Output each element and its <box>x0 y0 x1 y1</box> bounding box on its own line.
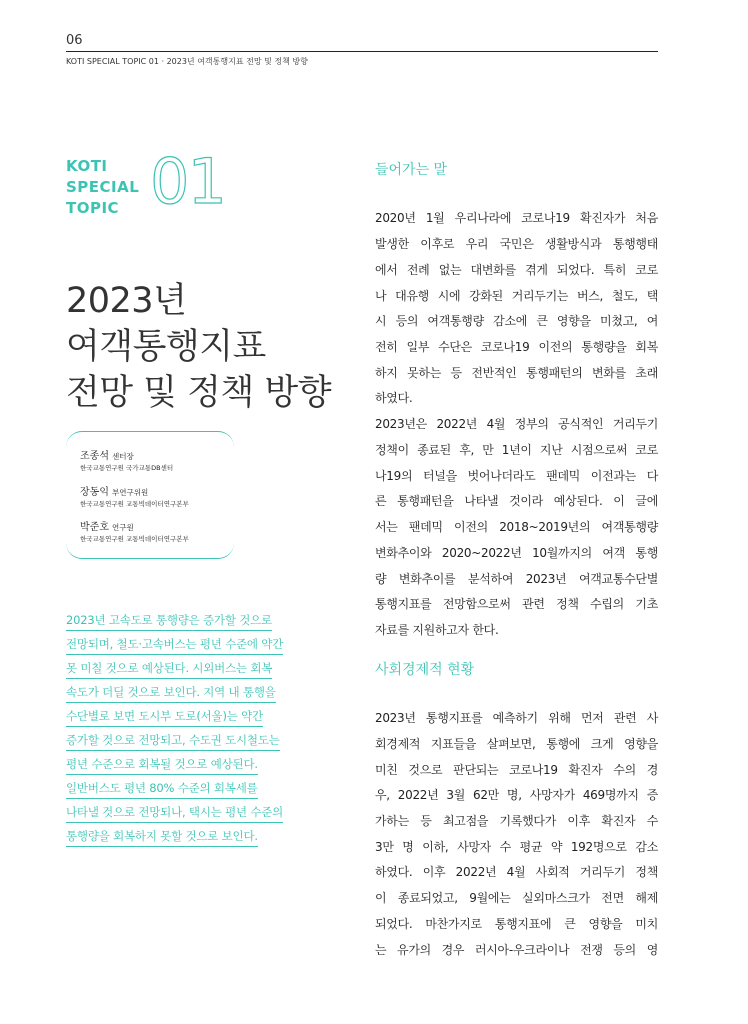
summary-line: 일반버스도 평년 80% 수준의 회복세를 <box>66 780 258 799</box>
body-line: 미친 것으로 판단되는 코로나19 확진자 수의 경 <box>375 763 658 777</box>
summary-line: 전망되며, 철도·고속버스는 평년 수준에 약간 <box>66 636 283 655</box>
body-line: 는 유가의 경우 러시아-우크라이나 전쟁 등의 영 <box>375 943 658 957</box>
body-line: 2023년은 2022년 4월 정부의 공식적인 거리두기 <box>375 417 658 431</box>
body-line: 나19의 터널을 벗어나더라도 팬데믹 이전과는 다 <box>375 469 658 483</box>
running-title: KOTI SPECIAL TOPIC 01 · 2023년 여객통행지표 전망 및 정책 방향 <box>66 57 308 66</box>
body-line: 하지 못하는 등 전반적인 통행패턴의 변화를 초래 <box>375 366 658 380</box>
author-affiliation: 한국교통연구원 교통빅데이터연구본부 <box>80 535 189 543</box>
body-line: 에서 전례 없는 대변화를 겪게 되었다. 특히 코로 <box>375 263 658 277</box>
body-line: 되었다. 마찬가지로 통행지표에 큰 영향을 미치 <box>375 917 658 931</box>
summary-line: 증가할 것으로 전망되고, 수도권 도시철도는 <box>66 732 280 751</box>
body-line: 하였다. 이후 2022년 4월 사회적 거리두기 정책 <box>375 865 658 879</box>
author-role: 부연구위원 <box>111 488 149 497</box>
body-line: 3만 명 이하, 사망자 수 평균 약 192명으로 감소 <box>375 840 658 854</box>
body-line: 자료를 지원하고자 한다. <box>375 623 499 637</box>
summary-line: 못 미칠 것으로 예상된다. 시외버스는 회복 <box>66 660 272 679</box>
body-line: 가하는 등 최고점을 기록했다가 이후 확진자 수 <box>375 814 658 828</box>
summary-line: 속도가 더딜 것으로 보인다. 지역 내 통행을 <box>66 684 276 703</box>
body-line: 이 종료되었고, 9월에는 실외마스크가 전면 해제 <box>375 891 658 905</box>
body-line: 하였다. <box>375 391 413 405</box>
author-role: 센터장 <box>111 452 134 461</box>
body-line: 2020년 1월 우리나라에 코로나19 확진자가 처음 <box>375 211 658 225</box>
badge-number: 01 <box>150 145 225 218</box>
body-line: 서는 팬데믹 이전의 2018~2019년의 여객통행량 <box>375 520 658 534</box>
author-name-text: 박준호 <box>80 522 109 533</box>
author-affiliation: 한국교통연구원 국가교통DB센터 <box>80 464 174 472</box>
body-line: 우, 2022년 3월 62만 명, 사망자가 469명까지 증 <box>375 788 658 802</box>
body-line: 나 대유행 시에 강화된 거리두기는 버스, 철도, 택 <box>375 289 658 303</box>
author-name <box>80 447 134 462</box>
author-name <box>80 483 148 498</box>
author-role: 연구원 <box>111 523 134 532</box>
body-line: 른 통행패턴을 나타낼 것이라 예상된다. 이 글에 <box>375 494 658 508</box>
title-line: 전망 및 정책 방향 <box>66 373 332 413</box>
body-line: 2023년 통행지표를 예측하기 위해 먼저 관련 사 <box>375 711 658 725</box>
body-line: 정책이 종료된 후, 만 1년이 지난 시점으로써 코로 <box>375 443 658 457</box>
body-line: 발생한 이후로 우리 국민은 생활방식과 통행행태 <box>375 237 658 251</box>
title-line: 2023년 <box>66 281 187 321</box>
body-line: 량 변화추이를 분석하여 2023년 여객교통수단별 <box>375 572 658 586</box>
header-rule <box>66 51 658 52</box>
body-line: 통행지표를 전망함으로써 관련 정책 수립의 기초 <box>375 597 658 611</box>
summary-line: 2023년 고속도로 통행량은 증가할 것으로 <box>66 612 272 631</box>
author-name-text: 조종석 <box>80 451 109 462</box>
page-number: 06 <box>66 33 83 48</box>
body-line: 회경제적 지표들을 살펴보면, 통행에 크게 영향을 <box>375 737 658 751</box>
summary-line: 나타낼 것으로 전망되나, 택시는 평년 수준의 <box>66 804 283 823</box>
author-name-text: 장동익 <box>80 487 109 498</box>
badge-word-special: SPECIAL <box>66 178 140 196</box>
author-name <box>80 518 134 533</box>
badge-word-topic: TOPIC <box>66 199 120 217</box>
title-line: 여객통행지표 <box>66 327 266 367</box>
summary-line: 수단별로 보면 도시부 도로(서울)는 약간 <box>66 708 263 727</box>
section-heading-intro: 들어가는 말 <box>375 162 448 178</box>
section-heading-socioeconomic: 사회경제적 현황 <box>375 662 475 678</box>
summary-line: 통행량을 회복하지 못할 것으로 보인다. <box>66 828 258 847</box>
summary-line: 평년 수준으로 회복될 것으로 예상된다. <box>66 756 258 775</box>
body-line: 변화추이와 2020~2022년 10월까지의 여객 통행 <box>375 546 658 560</box>
author-affiliation: 한국교통연구원 교통빅데이터연구본부 <box>80 500 189 508</box>
body-line: 시 등의 여객통행량 감소에 큰 영향을 미쳤고, 여 <box>375 314 658 328</box>
badge-word-koti: KOTI <box>66 157 108 175</box>
body-line: 전히 일부 수단은 코로나19 이전의 통행량을 회복 <box>375 340 658 354</box>
